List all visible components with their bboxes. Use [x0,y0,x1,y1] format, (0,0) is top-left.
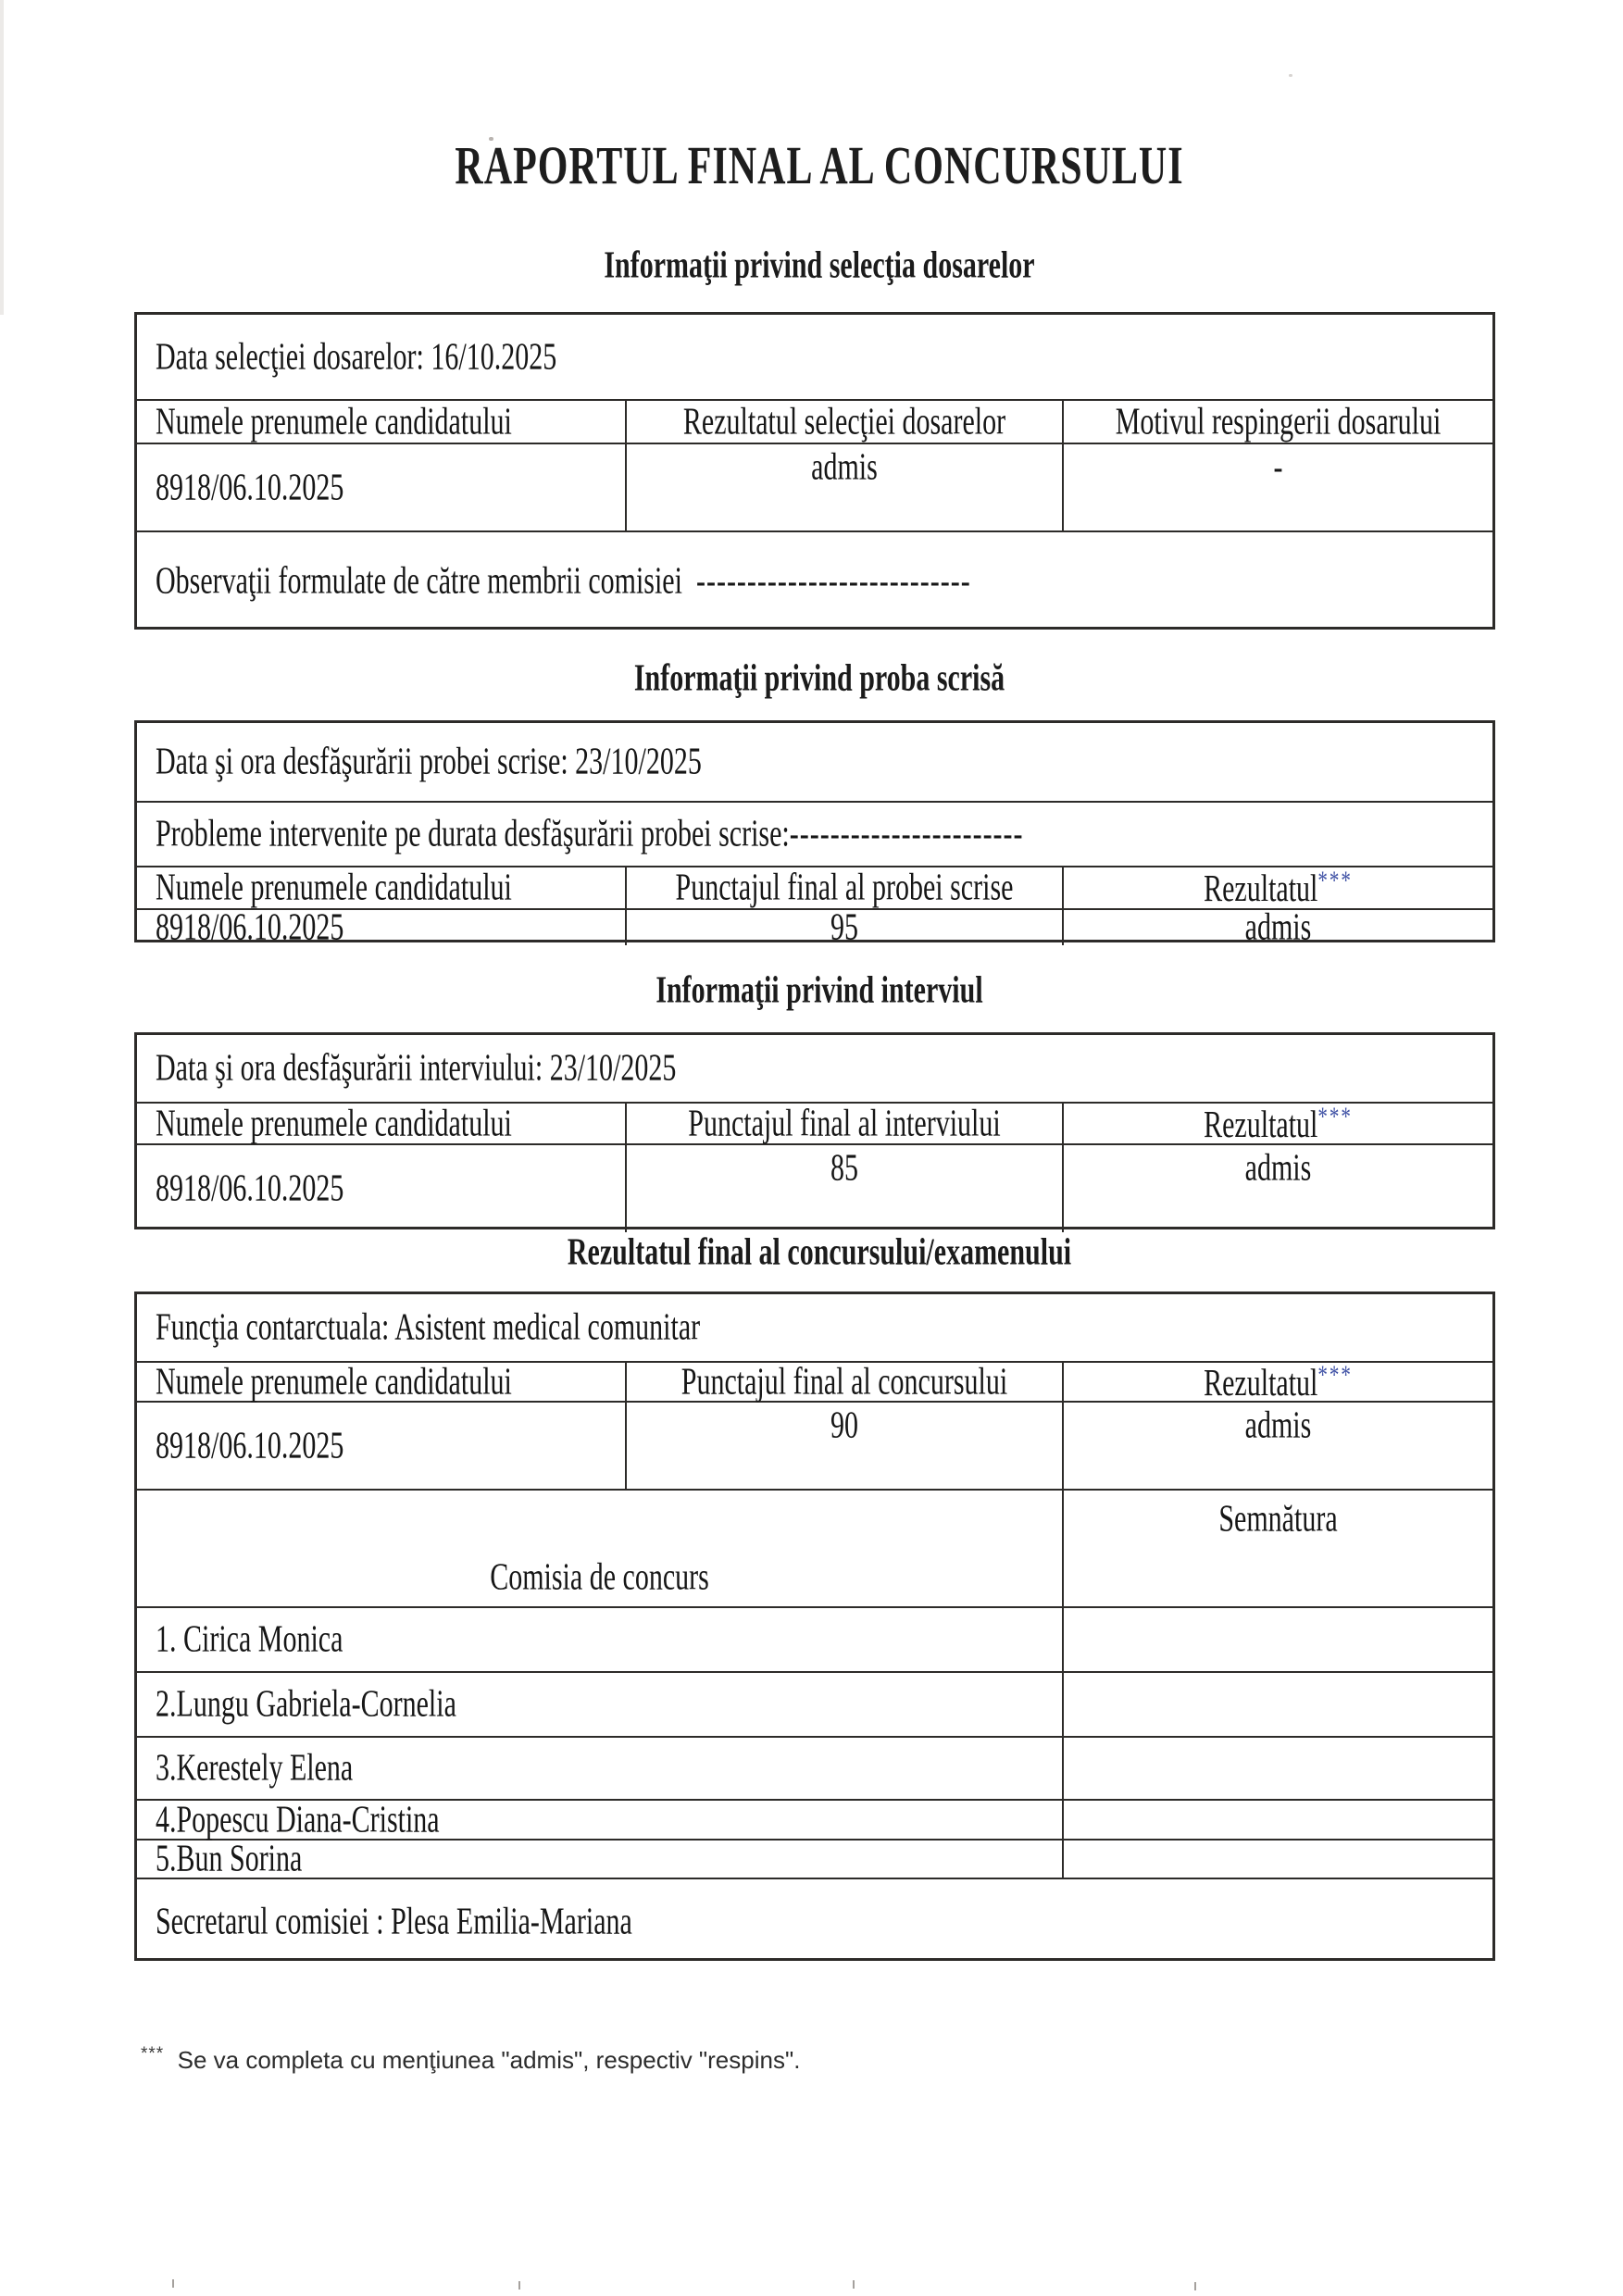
table-row-member [137,1839,1492,1878]
table-row-member [137,1799,1492,1839]
table-row-observatii [137,530,1492,630]
table-interviu [134,1032,1495,1229]
scan-mark [1194,2282,1196,2290]
table-header-row [137,1102,1492,1143]
col-header-candidat: Numele prenumele candidatului [156,1102,512,1144]
member-name: 2.Lungu Gabriela-Cornelia [156,1682,456,1726]
table-row [137,1143,1492,1232]
col-header-rezultat-selectie: Rezultatul selecţiei dosarelor [625,401,1062,443]
footnote-asterisks: *** [141,2044,165,2064]
table-row-functie [137,1294,1492,1361]
cell-rezultat: admis [625,444,1062,530]
table-header-row [137,399,1492,443]
table-row-probleme [137,801,1492,866]
scan-mark [172,2279,174,2288]
table-row-comisia [137,1489,1492,1606]
table-selectia-dosarelor [134,312,1495,630]
col-header-motiv-respingere: Motivul respingerii dosarului [1062,401,1492,443]
observatii-label: Observaţii formulate de către membrii comisiei [156,559,682,603]
date-selectie-line: Data selecţiei dosarelor: 16/10.2025 [156,335,557,378]
section-heading-rezultat-final: Rezultatul final al concursului/examenului [567,1230,1072,1274]
date-proba-scrisa-line: Data şi ora desfăşurării probei scrise: 23/10/2025 [156,740,702,783]
col-header-candidat: Numele prenumele candidatului [156,400,512,443]
member-signature-empty [1062,1608,1492,1671]
cell-punctaj: 85 [625,1145,1062,1232]
cell-rezultat: admis [1062,910,1492,945]
secretar-line: Secretarul comisiei : Plesa Emilia-Mariana [156,1900,632,1942]
col-header-rezultat: Rezultatul*** [1062,1363,1492,1401]
member-name: 5.Bun Sorina [156,1837,303,1880]
member-signature-empty [1062,1738,1492,1799]
table-header-row [137,1358,1492,1404]
col-header-candidat: Numele prenumele candidatului [156,866,512,909]
rezultat-asterisks: *** [1317,1358,1353,1390]
table-row-member [137,1736,1492,1799]
cell-semnatura-label: Semnătura [1062,1491,1492,1606]
col-header-rezultat: Rezultatul*** [1062,1104,1492,1143]
member-signature-empty [1062,1673,1492,1736]
cell-candidat: 8918/06.10.2025 [156,905,344,949]
member-name: 4.Popescu Diana-Cristina [156,1798,440,1841]
functie-line: Funcţia contarctuala: Asistent medical comunitar [156,1305,701,1349]
cell-rezultat: admis [1062,1145,1492,1232]
col-header-punctaj-scris: Punctajul final al probei scrise [625,867,1062,908]
scan-mark [518,2281,520,2290]
member-name: 3.Kerestely Elena [156,1746,354,1790]
table-row [137,1401,1492,1489]
member-name: 1. Cirica Monica [156,1617,343,1661]
col-header-punctaj-concurs: Punctajul final al concursului [625,1363,1062,1401]
cell-candidat: 8918/06.10.2025 [156,1424,344,1466]
table-row-member [137,1671,1492,1736]
probleme-dashes: ----------------------- [789,812,1024,855]
table-row [137,1035,1492,1102]
col-header-candidat: Numele prenumele candidatului [156,1360,512,1403]
rezultat-asterisks: *** [1317,1100,1353,1131]
section-heading-proba-scrisa: Informaţii privind proba scrisă [633,656,1005,700]
table-row-secretar [137,1878,1492,1964]
cell-candidat: 8918/06.10.2025 [156,466,344,508]
rezultat-asterisks: *** [1317,865,1353,896]
document-title-text: RAPORTUL FINAL AL CONCURSULUI [455,137,1184,196]
cell-candidat: 8918/06.10.2025 [156,1167,344,1210]
date-interviu-line: Data şi ora desfăşurării interviului: 23/10/2025 [156,1046,677,1090]
cell-punctaj: 95 [625,910,1062,945]
col-header-rezultat: Rezultatul*** [1062,867,1492,908]
table-row [137,443,1492,530]
scan-mark [853,2280,855,2289]
cell-punctaj: 90 [625,1403,1062,1489]
table-row [137,723,1492,801]
table-row [137,315,1492,399]
footnote [141,2044,800,2075]
table-header-row [137,866,1492,908]
probleme-label: Probleme intervenite pe durata desfăşurării probei scrise: [156,812,790,855]
section-heading-selectia-dosarelor: Informaţii privind selecţia dosarelor [604,243,1035,287]
table-row [137,905,1492,949]
observatii-dashes: --------------------------- [695,559,971,603]
section-heading-interviu: Informaţii privind interviul [655,968,983,1012]
table-proba-scrisa [134,720,1495,949]
table-rezultat-final [134,1292,1495,1961]
col-header-punctaj-interviu: Punctajul final al interviului [625,1104,1062,1143]
table-row-member [137,1606,1492,1671]
member-signature-empty [1062,1801,1492,1839]
cell-rezultat: admis [1062,1403,1492,1489]
cell-motiv: - [1062,444,1492,530]
cell-comisia-label: Comisia de concurs [490,1555,709,1599]
member-signature-empty [1062,1841,1492,1878]
footnote-text: Se va completa cu menţiunea "admis", respectiv "respins". [177,2046,801,2074]
scan-speck [1289,74,1292,77]
document-title [0,139,1623,194]
